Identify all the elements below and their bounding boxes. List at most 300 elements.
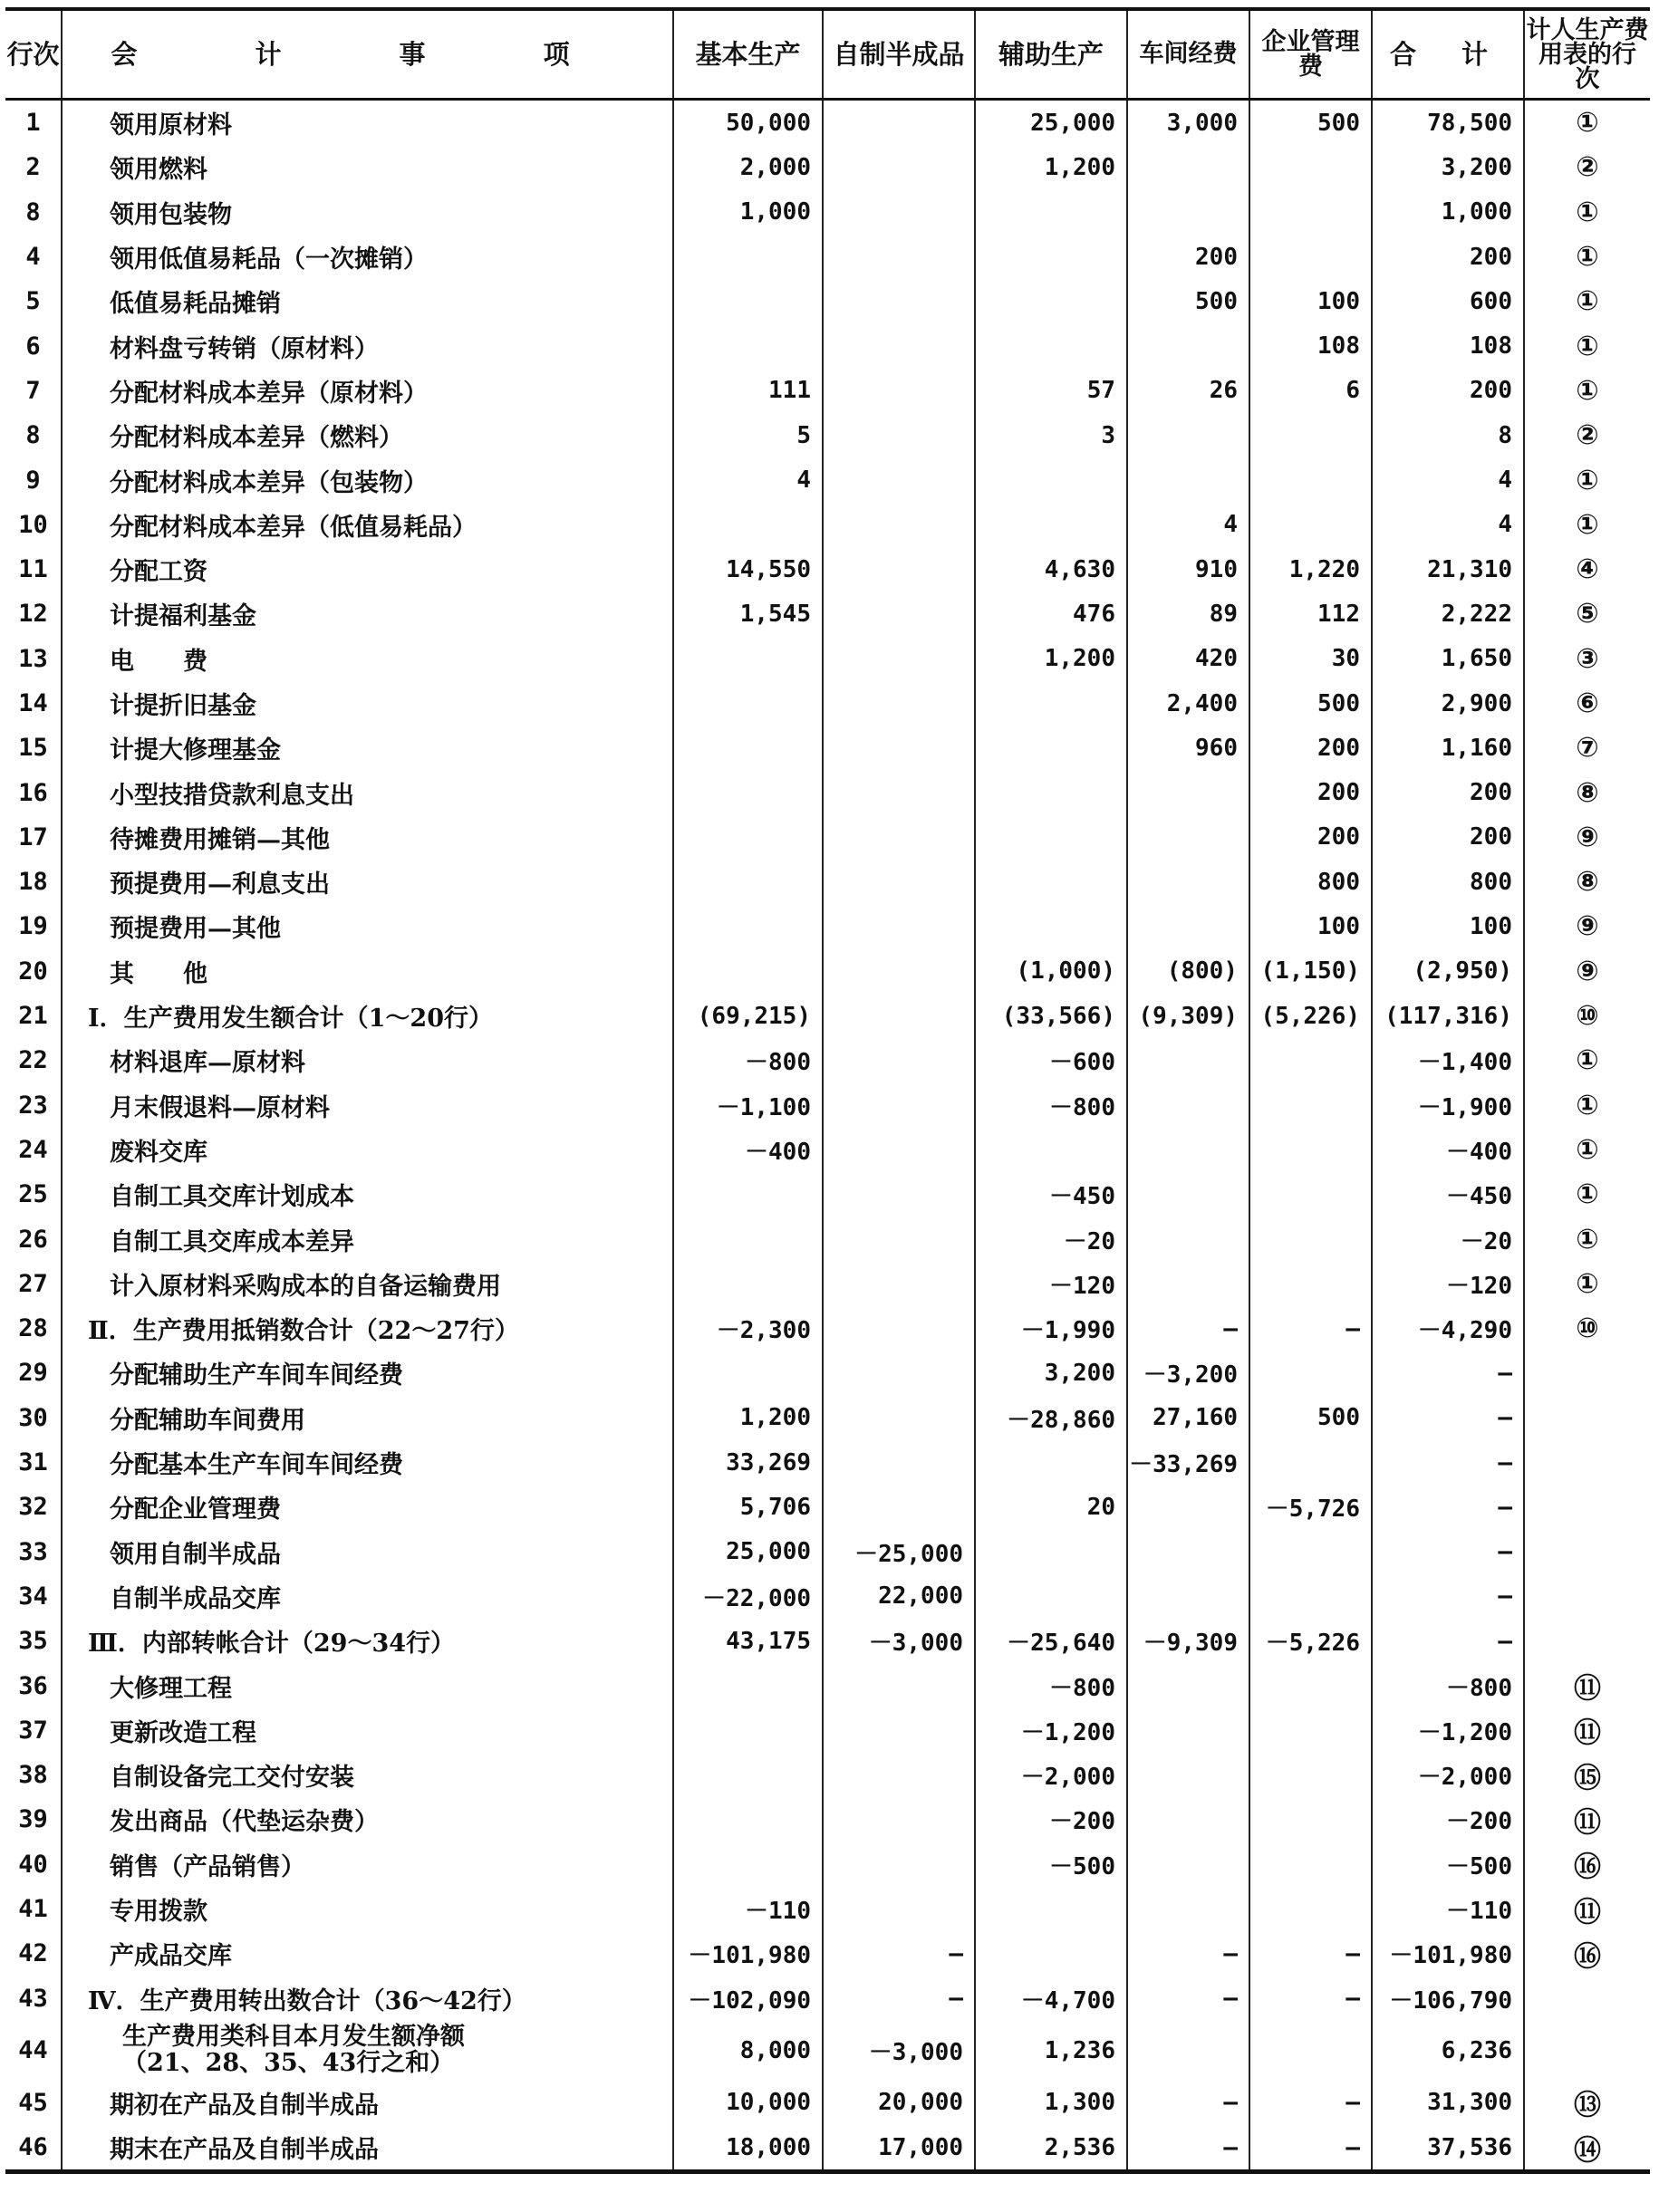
reference-mark (1524, 1976, 1650, 2020)
total-value: －110 (1372, 1887, 1524, 1931)
workshop-expense-value: — (1127, 1931, 1249, 1976)
row-number: 6 (25, 332, 41, 361)
item-label-line1: 生产费用类科目本月发生额净额 (122, 2023, 465, 2052)
item-label: 领用包装物 (62, 190, 673, 235)
item-label: 分配材料成本差异（包装物） (62, 457, 673, 502)
row-number: 32 (18, 1493, 48, 1522)
basic-production-value: 50,000 (673, 100, 823, 146)
basic-production-value: －400 (673, 1128, 823, 1172)
admin-expense-value: －5,726 (1249, 1485, 1372, 1529)
table-row (5, 2125, 1650, 2172)
basic-production-value (673, 1663, 823, 1707)
total-value: 37,536 (1372, 2125, 1524, 2172)
item-label: 计入原材料采购成本的自备运输费用 (62, 1262, 673, 1306)
total-value: －4,290 (1372, 1306, 1524, 1351)
item-label: 其 他 (62, 949, 673, 994)
admin-expense-value: 30 (1249, 637, 1372, 681)
admin-expense-value: 500 (1249, 100, 1372, 146)
reference-mark: ① (1524, 100, 1650, 146)
total-value: 31,300 (1372, 2081, 1524, 2125)
auxiliary-production-value: 25,000 (975, 100, 1127, 146)
admin-expense-value (1249, 1753, 1372, 1797)
auxiliary-production-value (975, 279, 1127, 323)
table-row (5, 1351, 1650, 1395)
basic-production-value: 1,000 (673, 190, 823, 235)
reference-mark: ① (1524, 1128, 1650, 1172)
auxiliary-production-value: 1,300 (975, 2081, 1127, 2125)
workshop-expense-value (1127, 815, 1249, 860)
admin-expense-value (1249, 1217, 1372, 1261)
workshop-expense-value (1127, 1842, 1249, 1887)
workshop-expense-value: 2,400 (1127, 681, 1249, 726)
row-number: 16 (18, 778, 48, 807)
semi-finished-value (823, 1440, 975, 1485)
item-label: 自制工具交库成本差异 (62, 1217, 673, 1261)
reference-mark: ① (1524, 1038, 1650, 1082)
admin-expense-value (1249, 1038, 1372, 1082)
basic-production-value: 4 (673, 457, 823, 502)
workshop-expense-value (1127, 413, 1249, 457)
basic-production-value (673, 279, 823, 323)
reference-mark: ① (1524, 1262, 1650, 1306)
row-number: 17 (18, 822, 48, 851)
semi-finished-value (823, 994, 975, 1038)
auxiliary-production-value (975, 815, 1127, 860)
admin-expense-value: 6 (1249, 369, 1372, 413)
row-number: 39 (18, 1805, 48, 1834)
auxiliary-production-value (975, 770, 1127, 814)
basic-production-value (673, 1708, 823, 1753)
table-row (5, 994, 1650, 1038)
auxiliary-production-value: －600 (975, 1038, 1127, 1082)
reference-mark: ⑦ (1524, 726, 1650, 770)
semi-finished-value (823, 1217, 975, 1261)
semi-finished-value (823, 100, 975, 146)
reference-mark: ⑩ (1524, 1306, 1650, 1351)
total-value: －20 (1372, 1217, 1524, 1261)
workshop-expense-value (1127, 1753, 1249, 1797)
item-label: 计提大修理基金 (62, 726, 673, 770)
total-value: 21,310 (1372, 547, 1524, 591)
reference-mark: ⑪ (1524, 1663, 1650, 1707)
auxiliary-production-value: 476 (975, 591, 1127, 636)
auxiliary-production-value: 4,630 (975, 547, 1127, 591)
row-number: 20 (18, 957, 48, 986)
semi-finished-value: 17,000 (823, 2125, 975, 2172)
basic-production-value: －110 (673, 1887, 823, 1931)
admin-expense-value (1249, 1262, 1372, 1306)
semi-finished-value (823, 1797, 975, 1842)
item-label: 自制工具交库计划成本 (62, 1172, 673, 1217)
reference-mark: ⑯ (1524, 1931, 1650, 1976)
semi-finished-value (823, 637, 975, 681)
item-label: 自制半成品交库 (62, 1574, 673, 1619)
total-value: 6,236 (1372, 2021, 1524, 2081)
table-row (5, 235, 1650, 279)
row-number: 8 (25, 197, 41, 226)
table-row (5, 1083, 1650, 1128)
item-label: 领用原材料 (62, 100, 673, 146)
workshop-expense-value (1127, 770, 1249, 814)
item-label: 待摊费用摊销—其他 (62, 815, 673, 860)
header-row-no: 行次 (5, 9, 62, 100)
table-row (5, 190, 1650, 235)
row-number: 25 (18, 1180, 48, 1209)
basic-production-value (673, 235, 823, 279)
workshop-expense-value (1127, 323, 1249, 368)
reference-mark: ⑤ (1524, 591, 1650, 636)
table-row (5, 413, 1650, 457)
admin-expense-value (1249, 1530, 1372, 1574)
total-value: — (1372, 1530, 1524, 1574)
row-number: 46 (5, 2125, 62, 2172)
table-row (5, 1574, 1650, 1619)
basic-production-value: 14,550 (673, 547, 823, 591)
total-value: 600 (1372, 279, 1524, 323)
item-label: 分配基本生产车间车间经费 (62, 1440, 673, 1485)
basic-production-value (673, 726, 823, 770)
item-label: 发出商品（代垫运杂费） (62, 1797, 673, 1842)
total-value: 1,000 (1372, 190, 1524, 235)
reference-mark (1524, 1396, 1650, 1440)
admin-expense-value: －5,226 (1249, 1619, 1372, 1663)
table-body (5, 100, 1650, 2172)
workshop-expense-value: (800) (1127, 949, 1249, 994)
table-row (5, 369, 1650, 413)
workshop-expense-value (1127, 1663, 1249, 1707)
semi-finished-value (823, 1306, 975, 1351)
workshop-expense-value (1127, 1708, 1249, 1753)
table-row (5, 726, 1650, 770)
semi-finished-value (823, 1351, 975, 1395)
admin-expense-value: 500 (1249, 681, 1372, 726)
row-number: 8 (25, 421, 41, 450)
item-label: 低值易耗品摊销 (62, 279, 673, 323)
reference-mark: ⑮ (1524, 1753, 1650, 1797)
auxiliary-production-value: －25,640 (975, 1619, 1127, 1663)
reference-mark: ⑬ (1524, 2081, 1650, 2125)
admin-expense-value (1249, 145, 1372, 189)
reference-mark: ① (1524, 457, 1650, 502)
workshop-expense-value (1127, 1797, 1249, 1842)
basic-production-value: 33,269 (673, 1440, 823, 1485)
total-value: 200 (1372, 235, 1524, 279)
workshop-expense-value (1127, 860, 1249, 904)
admin-expense-value: 200 (1249, 815, 1372, 860)
total-value: — (1372, 1396, 1524, 1440)
auxiliary-production-value (975, 1128, 1127, 1172)
item-label: 预提费用—其他 (62, 904, 673, 948)
row-number: 21 (18, 1002, 48, 1031)
basic-production-value (673, 815, 823, 860)
workshop-expense-value (1127, 1887, 1249, 1931)
item-label: Ⅳ．生产费用转出数合计（36～42行） (62, 1976, 673, 2020)
reference-mark: ⑥ (1524, 681, 1650, 726)
item-label: 分配辅助生产车间车间经费 (62, 1351, 673, 1395)
admin-expense-value: — (1249, 2125, 1372, 2172)
workshop-expense-value: — (1127, 1306, 1249, 1351)
workshop-expense-value: 4 (1127, 503, 1249, 547)
semi-finished-value (823, 1842, 975, 1887)
basic-production-value: 10,000 (673, 2081, 823, 2125)
admin-expense-value: — (1249, 2081, 1372, 2125)
semi-finished-value: 20,000 (823, 2081, 975, 2125)
item-label: 小型技措贷款利息支出 (62, 770, 673, 814)
total-value: — (1372, 1619, 1524, 1663)
basic-production-value: －2,300 (673, 1306, 823, 1351)
reference-mark: ⑧ (1524, 770, 1650, 814)
workshop-expense-value: －9,309 (1127, 1619, 1249, 1663)
semi-finished-value (823, 1485, 975, 1529)
table-row (5, 279, 1650, 323)
semi-finished-value (823, 860, 975, 904)
auxiliary-production-value (975, 904, 1127, 948)
total-value: 100 (1372, 904, 1524, 948)
auxiliary-production-value: 1,200 (975, 637, 1127, 681)
row-number: 29 (18, 1359, 48, 1388)
row-number: 40 (18, 1850, 48, 1879)
total-value: — (1372, 1440, 1524, 1485)
row-number: 11 (18, 555, 48, 584)
auxiliary-production-value (975, 503, 1127, 547)
reference-mark (1524, 1485, 1650, 1529)
semi-finished-value (823, 1753, 975, 1797)
admin-expense-value: — (1249, 1306, 1372, 1351)
basic-production-value (673, 323, 823, 368)
table-row (5, 860, 1650, 904)
admin-expense-value: (1,150) (1249, 949, 1372, 994)
row-number: 2 (25, 153, 41, 182)
semi-finished-value (823, 1172, 975, 1217)
semi-finished-value (823, 681, 975, 726)
total-value: — (1372, 1574, 1524, 1619)
basic-production-value: 1,200 (673, 1396, 823, 1440)
reference-mark (1524, 1619, 1650, 1663)
total-value: (2,950) (1372, 949, 1524, 994)
workshop-expense-value: －3,200 (1127, 1351, 1249, 1395)
row-number: 1 (25, 109, 41, 138)
row-number: 26 (18, 1225, 48, 1254)
semi-finished-value (823, 190, 975, 235)
basic-production-value: －1,100 (673, 1083, 823, 1128)
item-label: Ⅲ．内部转帐合计（29～34行） (62, 1619, 673, 1663)
auxiliary-production-value (975, 457, 1127, 502)
reference-mark: ⑪ (1524, 1797, 1650, 1842)
semi-finished-value (823, 1396, 975, 1440)
workshop-expense-value: 910 (1127, 547, 1249, 591)
auxiliary-production-value: 3,200 (975, 1351, 1127, 1395)
auxiliary-production-value: －4,700 (975, 1976, 1127, 2020)
workshop-expense-value: 26 (1127, 369, 1249, 413)
workshop-expense-value: 3,000 (1127, 100, 1249, 146)
admin-expense-value: 1,220 (1249, 547, 1372, 591)
total-value: －106,790 (1372, 1976, 1524, 2020)
table-row (5, 323, 1650, 368)
auxiliary-production-value: －120 (975, 1262, 1127, 1306)
auxiliary-production-value: －800 (975, 1083, 1127, 1128)
admin-expense-value (1249, 1128, 1372, 1172)
basic-production-value (673, 904, 823, 948)
reference-mark: ⑪ (1524, 1708, 1650, 1753)
semi-finished-value: －25,000 (823, 1530, 975, 1574)
admin-expense-value: 500 (1249, 1396, 1372, 1440)
workshop-expense-value (1127, 1530, 1249, 1574)
table-row (5, 1530, 1650, 1574)
table-row (5, 1619, 1650, 1663)
admin-expense-value (1249, 235, 1372, 279)
row-number: 38 (18, 1761, 48, 1790)
row-number: 33 (18, 1537, 48, 1566)
basic-production-value (673, 637, 823, 681)
item-label: 领用低值易耗品（一次摊销） (62, 235, 673, 279)
total-value: －1,900 (1372, 1083, 1524, 1128)
semi-finished-value (823, 279, 975, 323)
workshop-expense-value: — (1127, 1976, 1249, 2020)
row-number: 15 (18, 734, 48, 763)
header-reference-line: 计人生产费用表的行 次 (1524, 9, 1650, 100)
workshop-expense-value: — (1127, 2125, 1249, 2172)
semi-finished-value (823, 323, 975, 368)
row-number: 44 (18, 2036, 48, 2065)
row-number: 45 (18, 2088, 48, 2117)
table-row (5, 1663, 1650, 1707)
workshop-expense-value: (9,309) (1127, 994, 1249, 1038)
auxiliary-production-value (975, 860, 1127, 904)
admin-expense-value (1249, 1797, 1372, 1842)
row-number: 35 (18, 1627, 48, 1656)
semi-finished-value: — (823, 1931, 975, 1976)
auxiliary-production-value (975, 235, 1127, 279)
header-total: 合 计 (1372, 9, 1524, 100)
auxiliary-production-value: 20 (975, 1485, 1127, 1529)
reference-mark: ① (1524, 369, 1650, 413)
table-row (5, 1976, 1650, 2020)
item-label: 分配材料成本差异（燃料） (62, 413, 673, 457)
table-row (5, 591, 1650, 636)
workshop-expense-value: 27,160 (1127, 1396, 1249, 1440)
admin-expense-value (1249, 1663, 1372, 1707)
reference-mark: ① (1524, 235, 1650, 279)
semi-finished-value (823, 457, 975, 502)
semi-finished-value (823, 1663, 975, 1707)
table-row (5, 547, 1650, 591)
item-label: 大修理工程 (62, 1663, 673, 1707)
semi-finished-value (823, 770, 975, 814)
row-number: 18 (18, 868, 48, 897)
admin-expense-value: 100 (1249, 904, 1372, 948)
total-value: 2,222 (1372, 591, 1524, 636)
reference-mark: ⑨ (1524, 815, 1650, 860)
semi-finished-value (823, 1038, 975, 1082)
auxiliary-production-value: －1,200 (975, 1708, 1127, 1753)
total-value: －120 (1372, 1262, 1524, 1306)
header-item: 会 计 事 项 (62, 9, 673, 100)
workshop-expense-value: －33,269 (1127, 1440, 1249, 1485)
basic-production-value: －800 (673, 1038, 823, 1082)
item-label: 自制设备完工交付安装 (62, 1753, 673, 1797)
workshop-expense-value (1127, 2021, 1249, 2081)
basic-production-value (673, 503, 823, 547)
header-basic-production: 基本生产 (673, 9, 823, 100)
total-value: 2,900 (1372, 681, 1524, 726)
row-number: 10 (18, 510, 48, 539)
auxiliary-production-value (975, 190, 1127, 235)
table-row (5, 1708, 1650, 1753)
total-value: 200 (1372, 369, 1524, 413)
row-number: 23 (18, 1091, 48, 1120)
row-number: 27 (18, 1269, 48, 1298)
admin-expense-value (1249, 1574, 1372, 1619)
table-row (5, 1172, 1650, 1217)
basic-production-value (673, 1262, 823, 1306)
semi-finished-value (823, 1887, 975, 1931)
reference-mark (1524, 1574, 1650, 1619)
total-value: 800 (1372, 860, 1524, 904)
workshop-expense-value: 500 (1127, 279, 1249, 323)
admin-expense-value (1249, 1887, 1372, 1931)
auxiliary-production-value: 3 (975, 413, 1127, 457)
auxiliary-production-value: －1,990 (975, 1306, 1127, 1351)
basic-production-value (673, 1753, 823, 1797)
reference-mark (1524, 1351, 1650, 1395)
total-value: －1,400 (1372, 1038, 1524, 1082)
auxiliary-production-value (975, 1530, 1127, 1574)
item-label: 分配企业管理费 (62, 1485, 673, 1529)
item-label: 分配工资 (62, 547, 673, 591)
reference-mark: ③ (1524, 637, 1650, 681)
reference-mark: ④ (1524, 547, 1650, 591)
total-value: －500 (1372, 1842, 1524, 1887)
row-number: 34 (18, 1582, 48, 1611)
total-value: (117,316) (1372, 994, 1524, 1038)
table-row (5, 457, 1650, 502)
row-number: 31 (18, 1448, 48, 1477)
workshop-expense-value: 200 (1127, 235, 1249, 279)
admin-expense-value (1249, 1842, 1372, 1887)
total-value: －1,200 (1372, 1708, 1524, 1753)
table-row (5, 1306, 1650, 1351)
workshop-expense-value (1127, 457, 1249, 502)
total-value: 108 (1372, 323, 1524, 368)
reference-mark: ⑨ (1524, 949, 1650, 994)
item-label: 分配辅助车间费用 (62, 1396, 673, 1440)
semi-finished-value (823, 726, 975, 770)
auxiliary-production-value (975, 726, 1127, 770)
basic-production-value (673, 1842, 823, 1887)
row-number: 22 (18, 1046, 48, 1075)
semi-finished-value (823, 547, 975, 591)
semi-finished-value (823, 369, 975, 413)
admin-expense-value: 200 (1249, 726, 1372, 770)
admin-expense-value: 100 (1249, 279, 1372, 323)
semi-finished-value (823, 815, 975, 860)
admin-expense-value (1249, 1351, 1372, 1395)
table-row (5, 1931, 1650, 1976)
row-number: 36 (18, 1671, 48, 1700)
header-semi-finished: 自制半成品 (823, 9, 975, 100)
table-row (5, 637, 1650, 681)
reference-mark: ⑯ (1524, 1842, 1650, 1887)
reference-mark: ⑭ (1524, 2125, 1650, 2172)
total-value: 4 (1372, 503, 1524, 547)
reference-mark: ⑨ (1524, 904, 1650, 948)
basic-production-value: 111 (673, 369, 823, 413)
semi-finished-value (823, 904, 975, 948)
item-label: 期初在产品及自制半成品 (62, 2081, 673, 2125)
auxiliary-production-value (975, 323, 1127, 368)
semi-finished-value (823, 1128, 975, 1172)
total-value: — (1372, 1485, 1524, 1529)
